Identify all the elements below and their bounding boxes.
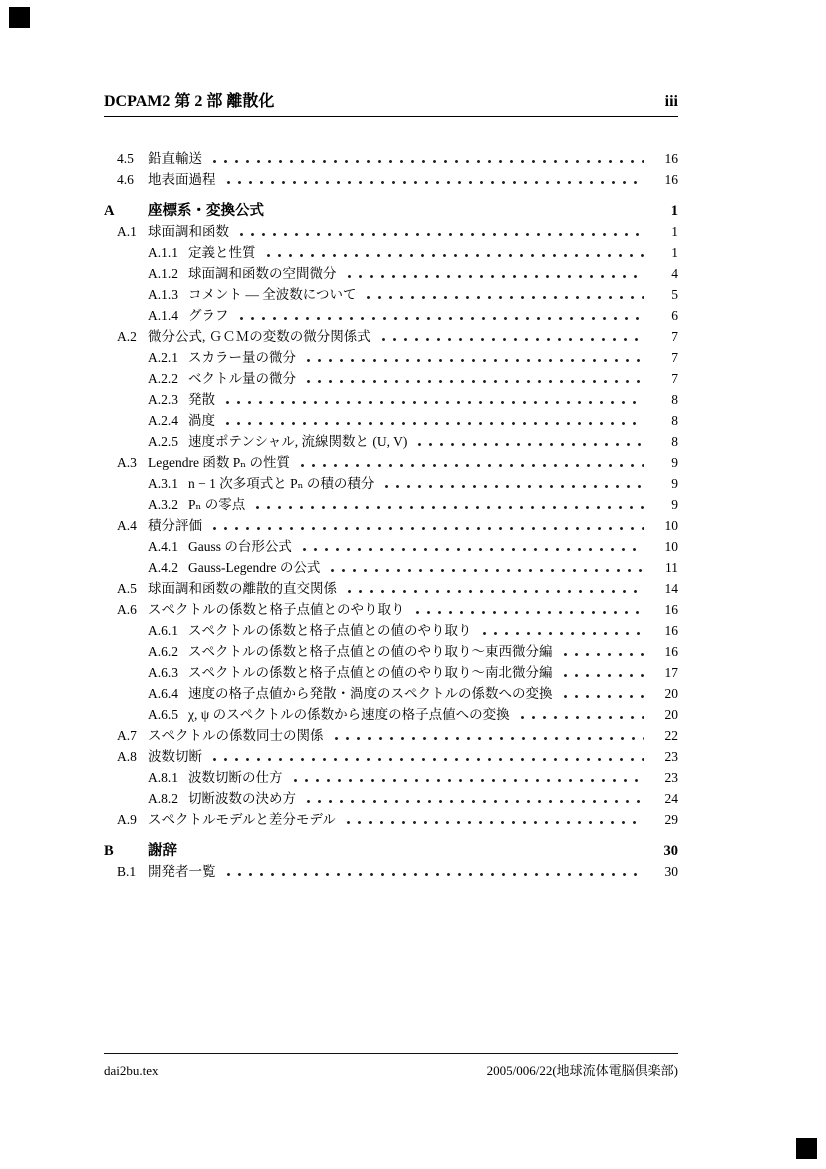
- toc-entry-title: 定義と性質: [188, 245, 256, 260]
- toc-entry-title: 切断波数の決め方: [188, 791, 296, 806]
- toc-entry-page: 23: [664, 749, 678, 764]
- toc-entry-number: A.4: [117, 518, 137, 533]
- page-number: iii: [664, 93, 678, 110]
- dot-leader: [209, 514, 644, 535]
- toc-entry: [104, 661, 678, 682]
- toc-entry-page: 17: [664, 665, 678, 680]
- toc-entry-title: 渦度: [188, 413, 215, 428]
- toc-entry: [104, 860, 678, 881]
- toc-entry-number: B.1: [117, 864, 137, 879]
- toc-entry-title: スペクトルの係数と格子点値との値のやり取り〜東西微分編: [188, 644, 553, 659]
- toc-entry: [104, 199, 678, 220]
- toc-entry-title: Legendre 函数 Pₙ の性質: [148, 455, 290, 470]
- toc-entry-title: 謝辞: [148, 843, 177, 859]
- toc-entry-number: A.6.1: [148, 623, 178, 638]
- dot-leader: [236, 220, 644, 241]
- toc-entry-page: 8: [671, 434, 678, 449]
- toc-entry-title: 波数切断: [148, 749, 202, 764]
- dot-leader: [209, 745, 644, 766]
- toc-entry-page: 7: [671, 329, 678, 344]
- page-header: [104, 88, 678, 117]
- toc-entry-page: 23: [664, 770, 678, 785]
- toc-entry: [104, 556, 678, 577]
- toc-entry: [104, 766, 678, 787]
- dot-leader: [223, 168, 645, 189]
- dot-leader: [479, 619, 645, 640]
- toc-entry: [104, 388, 678, 409]
- toc-entry-number: A.2.1: [148, 350, 178, 365]
- toc-entry: [104, 514, 678, 535]
- toc-entry-page: 4: [671, 266, 678, 281]
- toc-entry-number: A.7: [117, 728, 137, 743]
- dot-leader: [381, 472, 644, 493]
- dot-leader: [299, 535, 644, 556]
- toc-entry-number: A.3.2: [148, 497, 178, 512]
- toc-entry-number: A.6.3: [148, 665, 178, 680]
- toc-entry-title: 鉛直輸送: [148, 151, 202, 166]
- toc-entry-title: コメント — 全波数について: [188, 287, 357, 302]
- toc-entry-number: 4.6: [117, 172, 134, 187]
- dot-leader: [184, 839, 644, 860]
- dot-leader: [222, 409, 644, 430]
- toc-entry-number: A.2: [117, 329, 137, 344]
- dot-leader: [303, 367, 644, 388]
- dot-leader: [517, 703, 644, 724]
- toc-entry-number: A.1.3: [148, 287, 178, 302]
- toc-entry-title: 座標系・変換公式: [148, 203, 264, 219]
- dot-leader: [560, 682, 645, 703]
- toc-entry-number: A.3: [117, 455, 137, 470]
- toc-entry-page: 10: [664, 518, 678, 533]
- footer-filename: dai2bu.tex: [104, 1063, 159, 1078]
- toc-entry-title: 速度ポテンシャル, 流線関数と (U, V): [188, 434, 408, 449]
- toc-entry: [104, 147, 678, 168]
- dot-leader: [222, 388, 644, 409]
- toc-entry-number: A.8: [117, 749, 137, 764]
- toc-entry-page: 29: [664, 812, 678, 827]
- toc-entry-number: A.6.5: [148, 707, 178, 722]
- toc-entry-number: A.3.1: [148, 476, 178, 491]
- toc-entry-title: Gauss-Legendre の公式: [188, 560, 321, 575]
- toc-entry-title: スペクトルの係数と格子点値との値のやり取り〜南北微分編: [188, 665, 553, 680]
- toc-entry-number: A.8.1: [148, 770, 178, 785]
- toc-entry-page: 1: [671, 245, 678, 260]
- toc-entry-page: 30: [664, 864, 678, 879]
- toc-entry-page: 8: [671, 392, 678, 407]
- toc-entry-title: n − 1 次多項式と Pₙ の積の積分: [188, 476, 375, 491]
- dot-leader: [378, 325, 644, 346]
- dot-leader: [343, 808, 644, 829]
- dot-leader: [271, 199, 644, 220]
- toc-entry-number: A.1: [117, 224, 137, 239]
- toc-entry: [104, 535, 678, 556]
- toc-entry-page: 22: [664, 728, 678, 743]
- toc-entry: [104, 283, 678, 304]
- dot-leader: [412, 598, 645, 619]
- toc-entry-page: 9: [671, 497, 678, 512]
- toc-entry-page: 30: [663, 843, 678, 859]
- toc-entry-title: スペクトルの係数同士の関係: [148, 728, 324, 743]
- toc-entry: [104, 472, 678, 493]
- running-title: DCPAM2 第 2 部 離散化: [104, 93, 275, 110]
- toc-entry-title: 速度の格子点値から発散・渦度のスペクトルの係数への変換: [188, 686, 553, 701]
- toc-entry-page: 10: [664, 539, 678, 554]
- toc-entry-number: B: [104, 843, 114, 859]
- dot-leader: [363, 283, 644, 304]
- toc-entry-title: グラフ: [188, 308, 229, 323]
- toc-entry-number: A.8.2: [148, 791, 178, 806]
- toc-entry: [104, 682, 678, 703]
- toc-entry-number: A.2.4: [148, 413, 178, 428]
- dot-leader: [303, 346, 644, 367]
- toc-entry-number: A.6.4: [148, 686, 178, 701]
- toc-entry-page: 8: [671, 413, 678, 428]
- toc-entry-page: 9: [671, 476, 678, 491]
- dot-leader: [344, 262, 645, 283]
- toc-entry-number: A.9: [117, 812, 137, 827]
- toc-entry-page: 16: [664, 151, 678, 166]
- page-content: [104, 88, 678, 881]
- dot-leader: [331, 724, 645, 745]
- toc-entry-number: A.2.5: [148, 434, 178, 449]
- toc-entry-page: 16: [664, 172, 678, 187]
- toc-entry: [104, 430, 678, 451]
- toc-entry-page: 1: [671, 224, 678, 239]
- toc-entry-title: 微分公式, ＧＣＭの変数の微分関係式: [148, 329, 371, 344]
- dot-leader: [560, 640, 645, 661]
- corner-mark-bottom-right: [796, 1138, 817, 1159]
- toc-entry-page: 6: [671, 308, 678, 323]
- toc-entry: [104, 346, 678, 367]
- dot-leader: [560, 661, 645, 682]
- toc-entry: [104, 839, 678, 860]
- dot-leader: [414, 430, 644, 451]
- toc-entry: [104, 367, 678, 388]
- toc-entry: [104, 640, 678, 661]
- toc-entry: [104, 787, 678, 808]
- toc-entry: [104, 451, 678, 472]
- toc-entry-number: A.1.1: [148, 245, 178, 260]
- toc-entry-title: Gauss の台形公式: [188, 539, 292, 554]
- toc-entry-title: スペクトルの係数と格子点値との値のやり取り: [188, 623, 472, 638]
- toc-entry-page: 7: [671, 371, 678, 386]
- corner-mark-top-left: [9, 7, 30, 28]
- toc-entry: [104, 619, 678, 640]
- toc-entry: [104, 577, 678, 598]
- toc-entry: [104, 745, 678, 766]
- toc-entry-number: 4.5: [117, 151, 134, 166]
- toc-entry-page: 16: [664, 602, 678, 617]
- toc-entry-page: 24: [664, 791, 678, 806]
- dot-leader: [344, 577, 644, 598]
- footer-date-organization: 2005/006/22(地球流体電脳倶楽部): [486, 1063, 678, 1078]
- dot-leader: [327, 556, 644, 577]
- toc-entry-title: 球面調和函数の離散的直交関係: [148, 581, 337, 596]
- toc-entry-title: 積分評価: [148, 518, 202, 533]
- dot-leader: [263, 241, 645, 262]
- toc-entry-page: 5: [671, 287, 678, 302]
- toc-entry-title: 発散: [188, 392, 215, 407]
- toc-entry-page: 16: [664, 644, 678, 659]
- toc-entry: [104, 703, 678, 724]
- toc-entry: [104, 808, 678, 829]
- toc-entry: [104, 325, 678, 346]
- toc-entry-number: A.2.2: [148, 371, 178, 386]
- toc-entry-title: 波数切断の仕方: [188, 770, 283, 785]
- toc-entry-page: 20: [664, 707, 678, 722]
- page-footer: [104, 1053, 678, 1079]
- toc-entry-page: 1: [670, 203, 678, 219]
- toc-entry-title: 球面調和函数の空間微分: [188, 266, 337, 281]
- toc-entry-number: A.6: [117, 602, 137, 617]
- toc-entry-number: A.4.2: [148, 560, 178, 575]
- toc-entry-page: 20: [664, 686, 678, 701]
- toc-entry-title: 球面調和函数: [148, 224, 229, 239]
- toc-entry-number: A.1.4: [148, 308, 178, 323]
- toc-entry-title: χ, ψ のスペクトルの係数から速度の格子点値への変換: [188, 707, 510, 722]
- toc-entry-title: 地表面過程: [148, 172, 216, 187]
- toc-entry: [104, 409, 678, 430]
- toc-entry-title: ベクトル量の微分: [188, 371, 296, 386]
- dot-leader: [209, 147, 644, 168]
- dot-leader: [223, 860, 645, 881]
- toc-entry-page: 16: [664, 623, 678, 638]
- toc-entry: [104, 220, 678, 241]
- toc-entry: [104, 262, 678, 283]
- toc-entry-number: A.5: [117, 581, 137, 596]
- table-of-contents: [104, 147, 678, 881]
- toc-entry-title: Pₙ の零点: [188, 497, 246, 512]
- dot-leader: [297, 451, 644, 472]
- toc-entry: [104, 241, 678, 262]
- dot-leader: [252, 493, 644, 514]
- toc-entry-number: A.6.2: [148, 644, 178, 659]
- dot-leader: [303, 787, 644, 808]
- toc-entry-number: A: [104, 203, 115, 219]
- toc-entry-number: A.2.3: [148, 392, 178, 407]
- toc-entry-page: 14: [664, 581, 678, 596]
- toc-entry-title: 開発者一覧: [148, 864, 216, 879]
- toc-entry-title: スカラー量の微分: [188, 350, 296, 365]
- toc-entry: [104, 168, 678, 189]
- toc-entry-number: A.1.2: [148, 266, 178, 281]
- toc-entry-number: A.4.1: [148, 539, 178, 554]
- toc-entry-page: 7: [671, 350, 678, 365]
- toc-entry-page: 11: [665, 560, 678, 575]
- toc-entry: [104, 493, 678, 514]
- toc-entry-title: スペクトルの係数と格子点値とのやり取り: [148, 602, 405, 617]
- dot-leader: [236, 304, 645, 325]
- toc-entry: [104, 724, 678, 745]
- toc-entry-page: 9: [671, 455, 678, 470]
- toc-entry-title: スペクトルモデルと差分モデル: [148, 812, 336, 827]
- toc-entry: [104, 598, 678, 619]
- dot-leader: [290, 766, 645, 787]
- toc-entry: [104, 304, 678, 325]
